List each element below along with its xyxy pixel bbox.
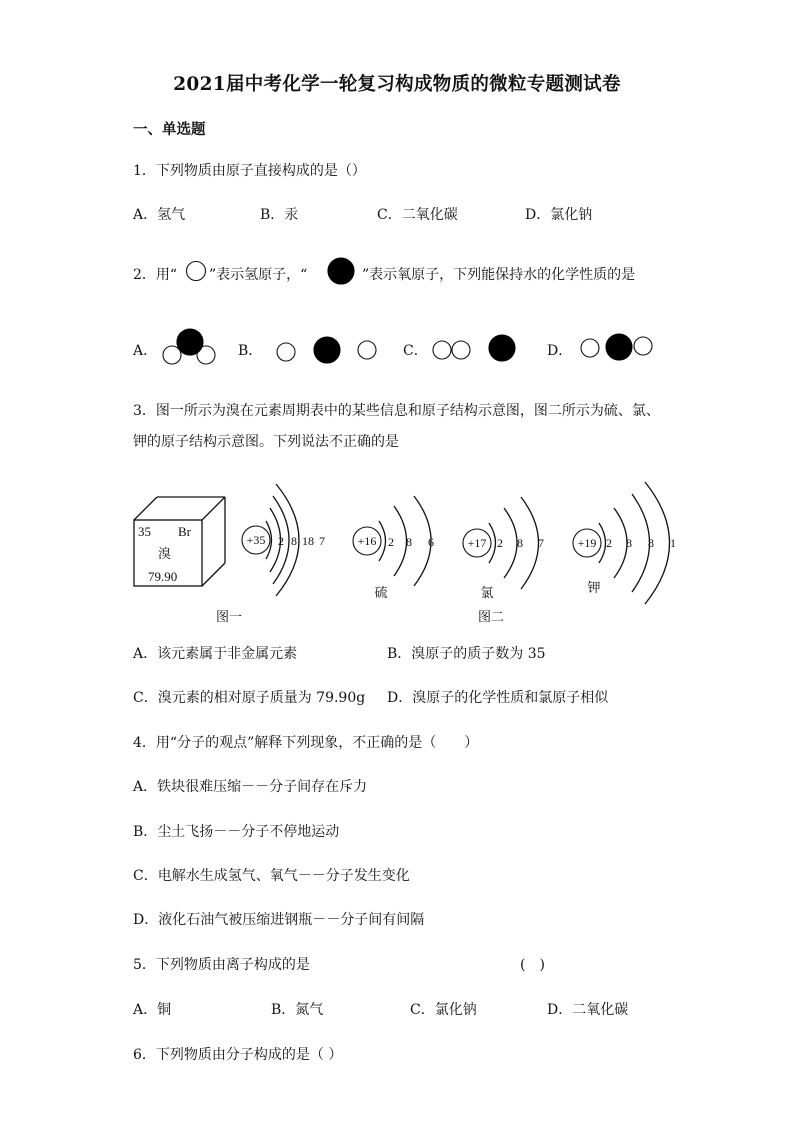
bromine-nucleus: +35	[246, 533, 266, 547]
q2-option-d: D．	[547, 343, 573, 359]
sulfur-shell-3: 6	[428, 535, 434, 549]
chlorine-shell-1: 2	[497, 536, 503, 550]
q1-option-a: A．氢气	[133, 207, 186, 223]
potassium-shell-1: 2	[606, 536, 612, 550]
q2-stem-b: ”表示氢原子，“	[209, 267, 308, 283]
figure2-caption: 图二	[477, 610, 505, 625]
bromine-shell-1: 2	[278, 534, 284, 548]
sulfur-shell-1: 2	[388, 535, 394, 549]
chlorine-shell-3: 7	[538, 536, 544, 550]
hydrogen-atom-legend	[187, 262, 206, 281]
q4-option-a: A．铁块很难压缩－－分子间存在斥力	[133, 779, 368, 795]
q4-option-b: B．尘土飞扬－－分子不停地运动	[133, 824, 340, 840]
element-number: 35	[138, 524, 151, 539]
potassium-shell-3: 8	[648, 536, 654, 550]
potassium-shell-2: 8	[626, 536, 632, 550]
q1-option-d: D．氯化钠	[525, 207, 593, 223]
oxygen-atom	[177, 329, 203, 355]
q2-stem-c: ”表示氧原子，下列能保持水的化学性质的是	[362, 267, 636, 283]
sulfur-nucleus: +16	[357, 534, 377, 548]
hydrogen-atom	[581, 339, 599, 357]
q4-option-c: C．电解水生成氢气、氧气－－分子发生变化	[133, 868, 410, 884]
potassium-shell-4: 1	[670, 536, 676, 550]
oxygen-atom-legend	[328, 258, 354, 284]
q5-option-d: D．二氧化碳	[547, 1002, 629, 1018]
q3-stem-line1: 3．图一所示为溴在元素周期表中的某些信息和原子结构示意图，图二所示为硫、氯、	[133, 403, 660, 419]
figure1-caption: 图一	[215, 610, 243, 625]
bromine-shell-2: 8	[291, 534, 297, 548]
q2-option-a: A．	[133, 343, 158, 359]
q5-option-c: C．氯化钠	[410, 1002, 477, 1018]
bromine-shell-4: 7	[319, 534, 325, 548]
q3-option-b: B．溴原子的质子数为 35	[387, 646, 546, 662]
molecule-option-b	[277, 337, 376, 363]
q4-option-d: D．液化石油气被压缩进钢瓶－－分子间有间隔	[133, 912, 425, 928]
q3-stem-line2: 钾的原子结构示意图。下列说法不正确的是	[133, 434, 399, 450]
bromine-shell-3: 18	[302, 534, 314, 548]
q2-option-c: C．	[403, 343, 428, 359]
hydrogen-atom	[433, 341, 451, 359]
q6-stem: 6．下列物质由分子构成的是（ ）	[133, 1047, 343, 1063]
q1-stem: 1．下列物质由原子直接构成的是（）	[133, 163, 366, 179]
section-heading: 一、单选题	[133, 121, 206, 138]
element-card	[134, 497, 225, 586]
oxygen-atom	[606, 334, 632, 360]
chlorine-atom-diagram	[463, 497, 544, 601]
molecule-option-a	[163, 329, 215, 364]
q3-option-d: D．溴原子的化学性质和氯原子相似	[387, 690, 609, 706]
sulfur-atom-diagram	[353, 496, 434, 601]
element-symbol: Br	[178, 524, 191, 539]
chlorine-label: 氯	[480, 586, 494, 601]
bromine-atom-diagram	[242, 484, 325, 596]
chlorine-shell-2: 8	[517, 536, 523, 550]
chlorine-nucleus: +17	[467, 536, 487, 550]
q5-option-a: A．铜	[133, 1002, 172, 1018]
oxygen-atom	[314, 337, 340, 363]
molecule-option-d	[581, 334, 652, 360]
q5-answer-bracket: ( )	[520, 957, 545, 973]
q5-option-b: B．氮气	[271, 1002, 324, 1018]
q3-option-a: A．该元素属于非金属元素	[133, 646, 298, 662]
potassium-atom-diagram	[573, 482, 676, 604]
element-name: 溴	[158, 547, 172, 562]
q5-stem: 5．下列物质由离子构成的是	[133, 957, 310, 973]
sulfur-shell-2: 8	[406, 535, 412, 549]
element-mass: 79.90	[148, 569, 178, 584]
q2-option-b: B．	[238, 343, 263, 359]
hydrogen-atom	[452, 341, 470, 359]
q3-option-c: C．溴元素的相对原子质量为 79.90g	[133, 690, 366, 706]
molecule-option-c	[433, 335, 515, 361]
oxygen-atom	[489, 335, 515, 361]
potassium-label: 钾	[587, 581, 601, 596]
hydrogen-atom	[358, 341, 376, 359]
page-title: 2021届中考化学一轮复习构成物质的微粒专题测试卷	[173, 74, 621, 95]
hydrogen-atom	[277, 343, 295, 361]
q4-stem: 4．用“分子的观点”解释下列现象，不正确的是（ ）	[133, 735, 479, 751]
q1-option-b: B．汞	[260, 207, 299, 223]
q1-option-c: C．二氧化碳	[377, 207, 458, 223]
hydrogen-atom	[634, 337, 652, 355]
sulfur-label: 硫	[374, 586, 388, 601]
q2-stem-a: 2．用“	[133, 267, 178, 283]
potassium-nucleus: +19	[577, 536, 597, 550]
